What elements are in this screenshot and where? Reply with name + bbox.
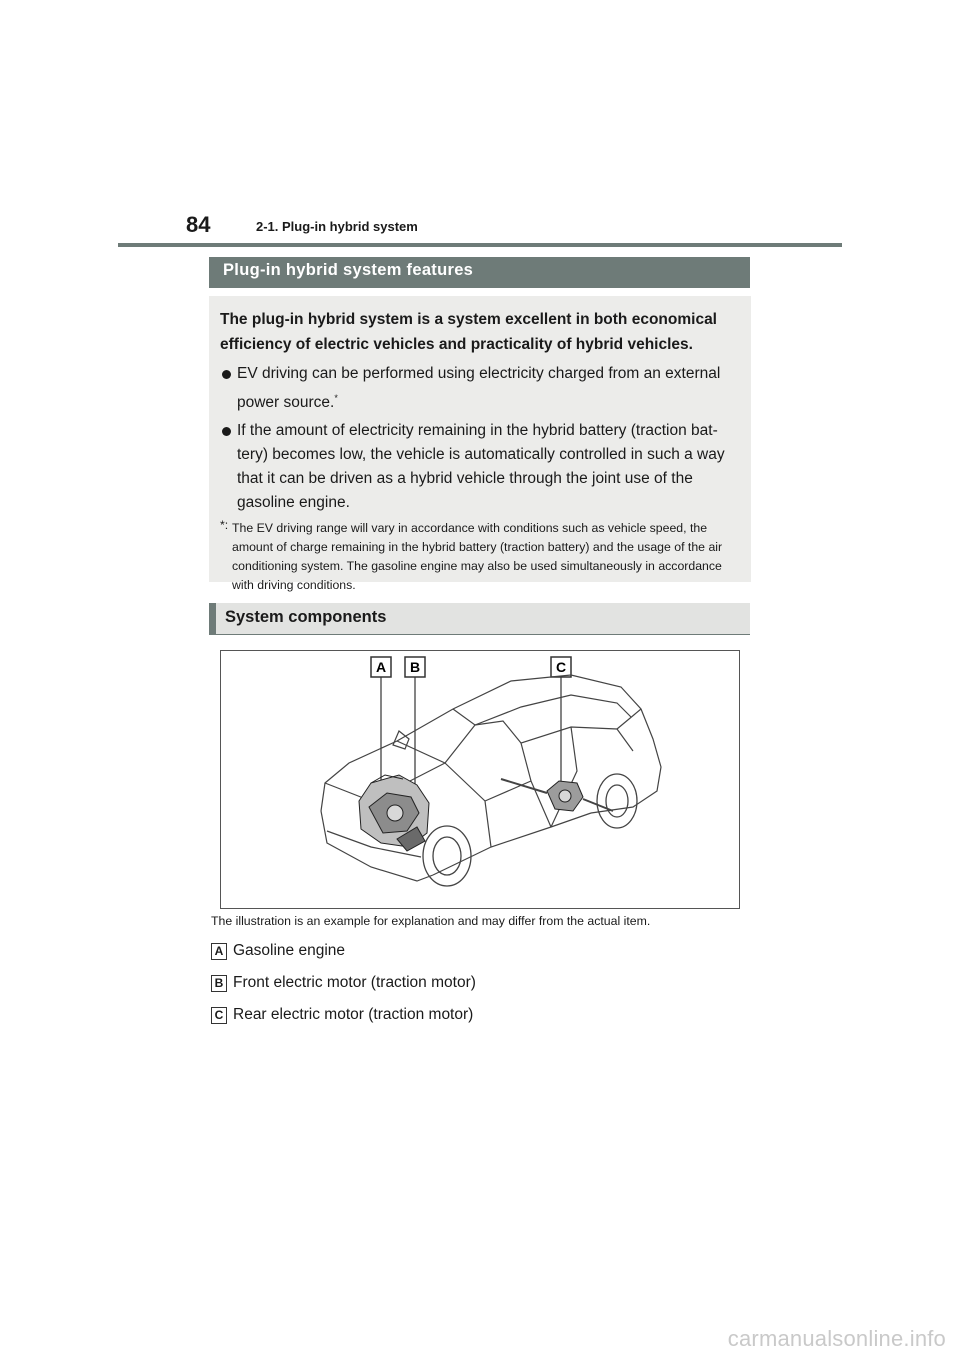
legend-key-c: C: [211, 1007, 227, 1024]
legend-key-b: B: [211, 975, 227, 992]
callout-c-label: C: [555, 659, 567, 675]
legend-label-b: Front electric motor (traction motor): [233, 974, 476, 991]
watermark: carmanualsonline.info: [727, 1326, 946, 1351]
car-body: [321, 675, 661, 881]
feature-bullet-ev: [220, 362, 739, 415]
legend-key-a: A: [211, 943, 227, 960]
callout-a: [371, 657, 391, 677]
header-divider: [118, 243, 842, 247]
footnote-mark: *:: [220, 518, 229, 533]
feature-bullet-hybrid: [220, 419, 739, 515]
features-heading: Plug-in hybrid system features: [209, 257, 750, 288]
components-heading: System components: [209, 603, 750, 635]
bullet-text: If the amount of electricity remaining in the hybrid battery (traction bat-tery) becomes low, the vehicle is automatically controlled in such a way that it can be driven as a hybrid vehicle through the joint use of the gasoline engine.: [237, 422, 725, 512]
callout-b: [405, 657, 425, 677]
callout-b-label: B: [409, 659, 421, 675]
bullet-dot-icon: [222, 370, 231, 379]
rear-wheel: [597, 774, 637, 828]
vehicle-drawing: [221, 651, 738, 907]
callout-a-label: A: [375, 659, 387, 675]
bullet-dot-icon: [222, 427, 231, 436]
section-breadcrumb: 2-1. Plug-in hybrid system: [256, 219, 418, 234]
footnote-ref: *: [334, 393, 338, 403]
features-lead: The plug-in hybrid system is a system excellent in both economical efficiency of electric vehicles and practicality of hybrid vehicles.: [220, 311, 717, 353]
page-number: 84: [186, 212, 211, 237]
features-box: [209, 296, 751, 593]
rear-motor-assembly: [501, 779, 613, 811]
engine-assembly: [359, 775, 429, 851]
vehicle-illustration: [220, 650, 740, 909]
legend-label-a: Gasoline engine: [233, 942, 346, 959]
callout-c: [551, 657, 571, 677]
legend-label-c: Rear electric motor (traction motor): [233, 1006, 474, 1023]
front-wheel: [423, 826, 471, 886]
bullet-text: EV driving can be performed using electricity charged from an external power source.: [237, 365, 721, 412]
footnote: [220, 519, 739, 595]
footnote-text: The EV driving range will vary in accordance with conditions such as vehicle speed, the amount of charge remaining in the hybrid battery (traction battery) and the usage of the air conditioning system. The gasoline engine may also be used simultaneously in accordance with driving conditions.: [232, 521, 723, 593]
illustration-caption: The illustration is an example for explanation and may differ from the actual item.: [211, 914, 651, 928]
